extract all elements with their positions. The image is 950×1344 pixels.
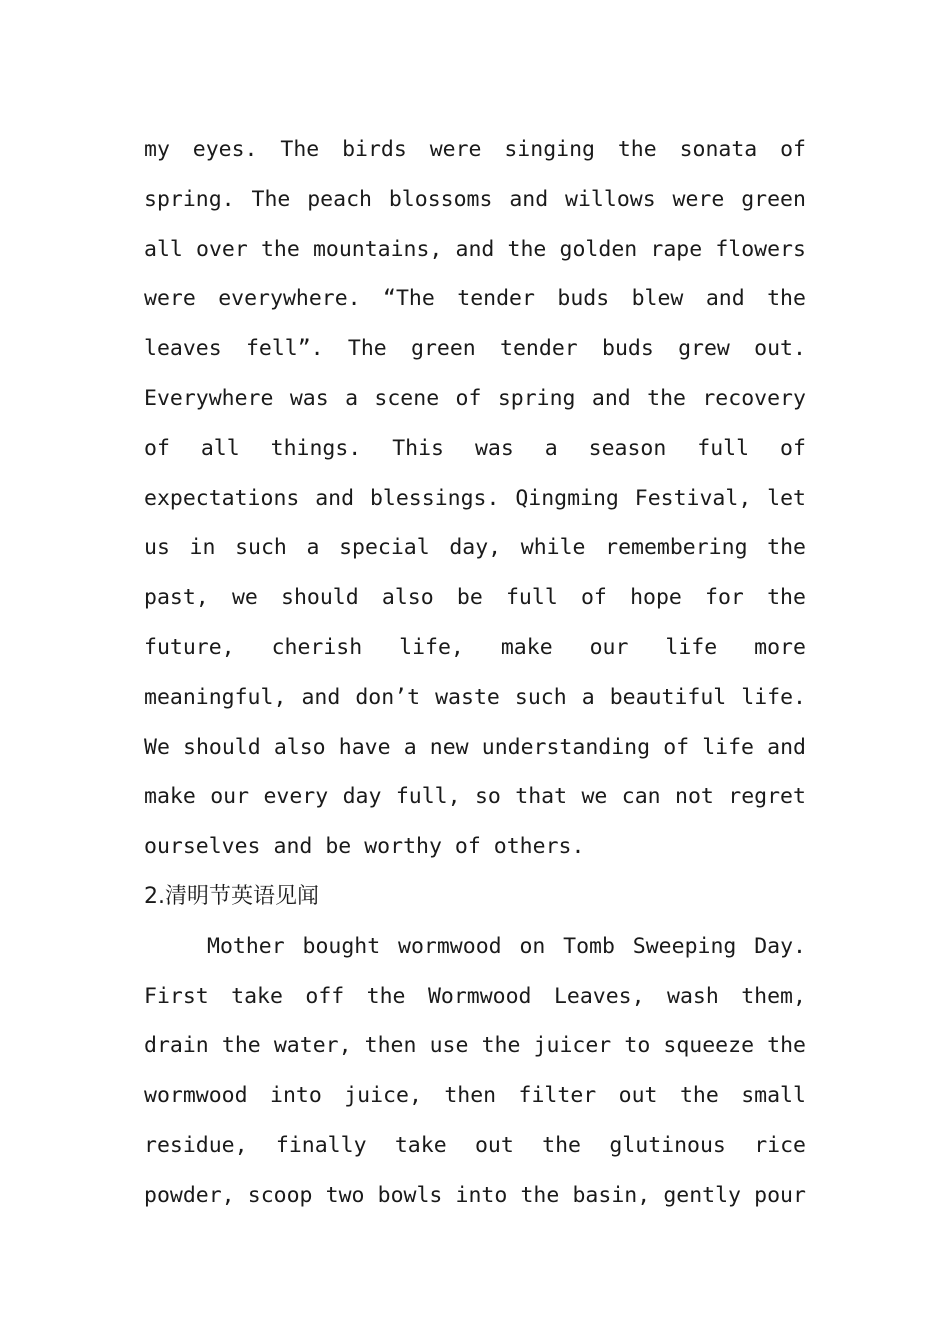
text-line: powder, scoop two bowls into the basin, gently pour [144, 1182, 806, 1208]
text-line: all over the mountains, and the golden rape flowers [144, 236, 806, 262]
text-line: Mother bought wormwood on Tomb Sweeping Day. [207, 933, 806, 959]
text-line: drain the water, then use the juicer to squeeze the [144, 1033, 806, 1059]
text-line: were everywhere. “The tender buds blew and the [144, 286, 806, 312]
text-line: of all things. This was a season full of [144, 435, 806, 461]
text-line: residue, finally take out the glutinous rice [144, 1132, 806, 1158]
text-line: First take off the Wormwood Leaves, wash them, [144, 983, 806, 1009]
paragraph-1 [144, 125, 806, 872]
text-line: my eyes. The birds were singing the sonata of [144, 137, 806, 162]
text-line: ourselves and be worthy of others. [144, 834, 585, 860]
text-line: wormwood into juice, then filter out the small [144, 1083, 806, 1109]
section-heading: 2.清明节英语见闻 [144, 883, 319, 909]
text-line: We should also have a new understanding of life and [144, 734, 806, 760]
text-line: Everywhere was a scene of spring and the recovery [144, 385, 806, 411]
text-line: leaves fell”. The green tender buds grew out. [144, 336, 806, 362]
document-page [144, 125, 806, 1221]
paragraph-2 [144, 922, 806, 1221]
text-line: make our every day full, so that we can not regret [144, 784, 806, 810]
text-line: past, we should also be full of hope for the [144, 585, 806, 611]
text-line: meaningful, and don’t waste such a beautiful life. [144, 684, 806, 710]
text-line: expectations and blessings. Qingming Festival, let [144, 485, 806, 511]
text-line: spring. The peach blossoms and willows were green [144, 186, 806, 212]
text-line: us in such a special day, while remembering the [144, 535, 806, 561]
text-line: future, cherish life, make our life more [144, 634, 806, 660]
